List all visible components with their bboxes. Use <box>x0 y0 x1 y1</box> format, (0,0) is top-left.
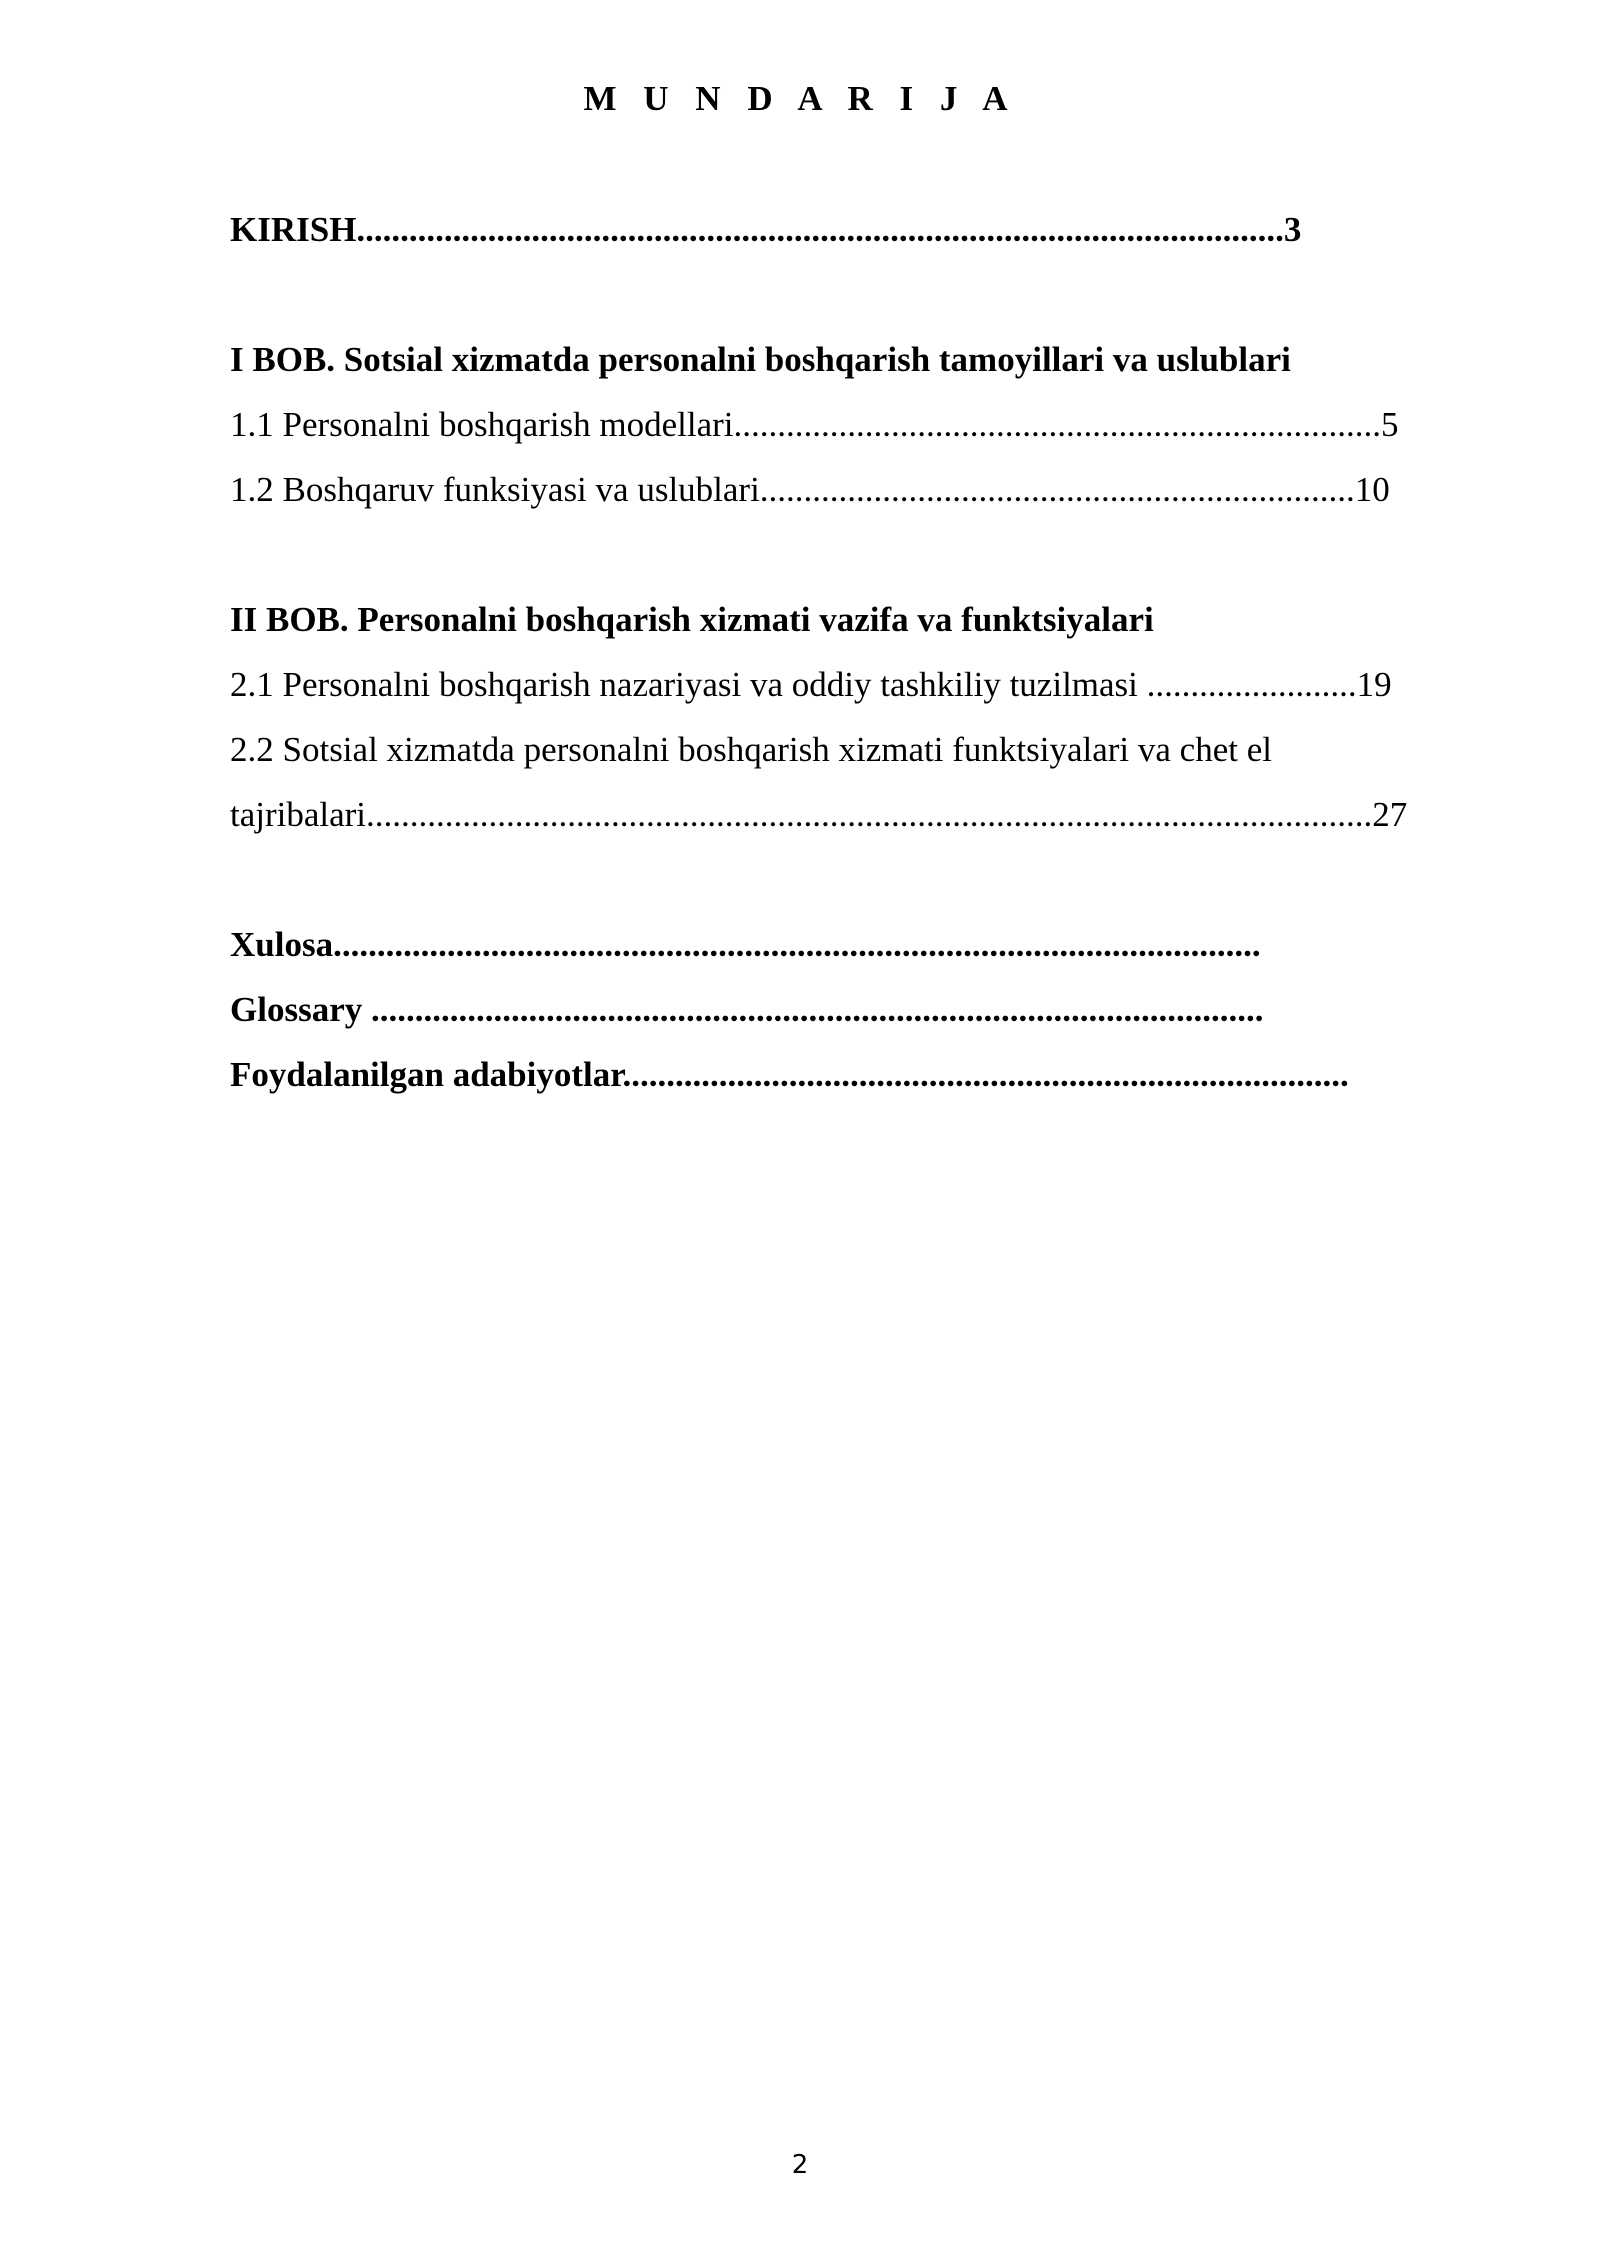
toc-chapter-1-heading: I BOB. Sotsial xizmatda personalni boshqarish tamoyillari va uslublari <box>230 340 1291 379</box>
toc-chapter-2-heading: II BOB. Personalni boshqarish xizmati vazifa va funktsiyalari <box>230 600 1154 639</box>
toc-entry-section-2-1: 2.1 Personalni boshqarish nazariyasi va oddiy tashkiliy tuzilmasi ........................19 <box>230 665 1392 704</box>
toc-entry-kirish: KIRISH..........................................................................................................3 <box>230 210 1302 249</box>
toc-entry-glossary: Glossary ...................................................................................................... <box>230 990 1264 1029</box>
toc-entry-xulosa: Xulosa.......................................................................................................... <box>230 925 1261 964</box>
toc-entry-section-1-2: 1.2 Boshqaruv funksiyasi va uslublari....................................................................10 <box>230 470 1390 509</box>
page-title: M U N D A R I J A <box>583 79 1017 118</box>
page-number: 2 <box>791 2150 809 2180</box>
toc-entry-section-1-1: 1.1 Personalni boshqarish modellari..........................................................................5 <box>230 405 1399 444</box>
toc-entry-foydalanilgan-adabiyotlar: Foydalanilgan adabiyotlar................................................................................... <box>230 1055 1349 1094</box>
toc-entry-section-2-2-line1: 2.2 Sotsial xizmatda personalni boshqarish xizmati funktsiyalari va chet el <box>230 730 1272 769</box>
toc-entry-section-2-2-line2: tajribalari...................................................................................................................27 <box>230 795 1408 834</box>
